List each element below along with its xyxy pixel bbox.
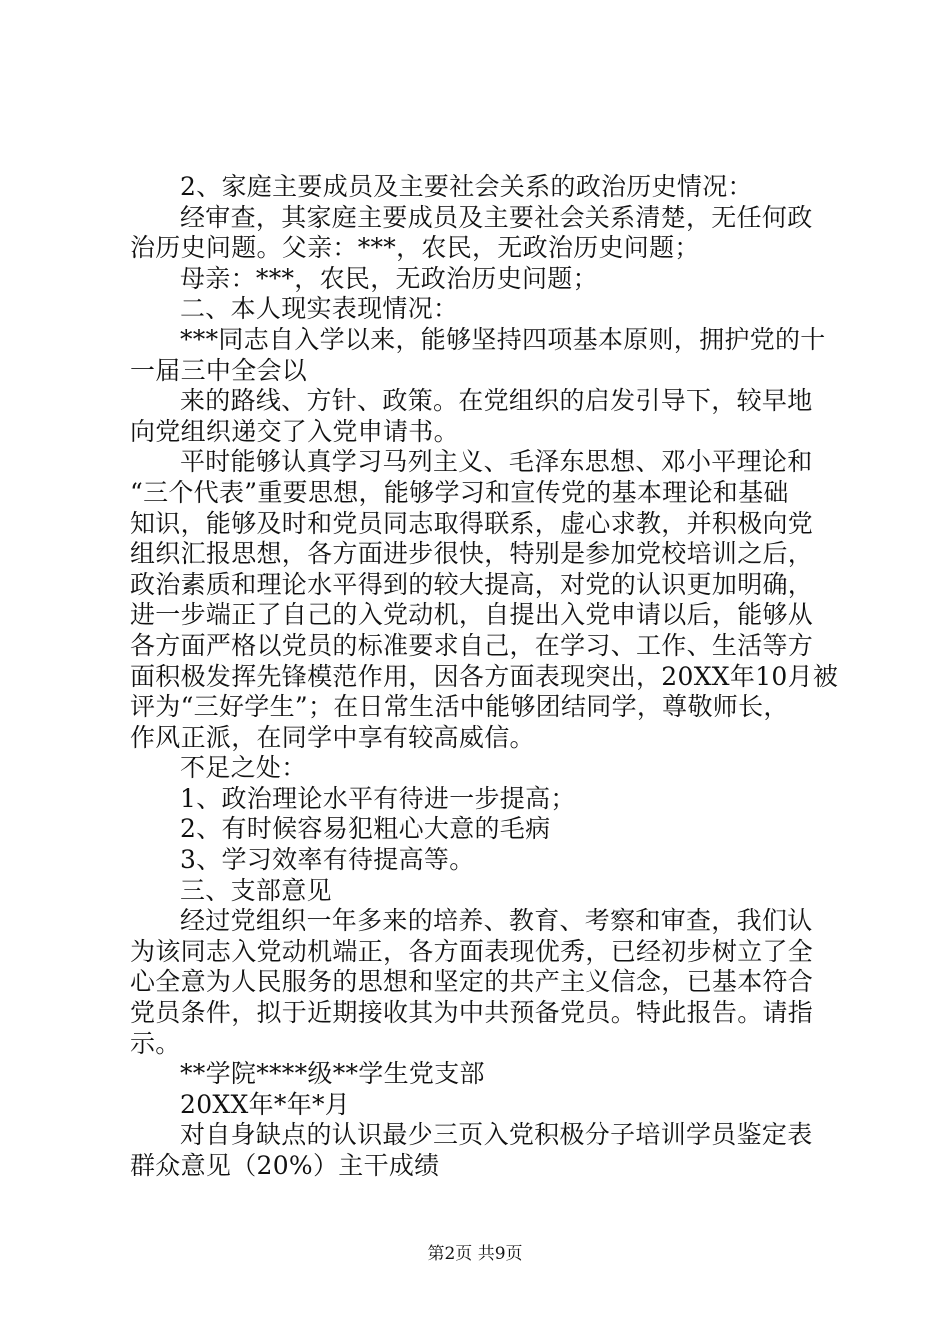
- text-line: ***同志自入学以来，能够坚持四项基本原则，拥护党的十: [180, 324, 826, 354]
- text-line: 群众意见（20%）主干成绩: [130, 1151, 440, 1180]
- text-line: 向党组织递交了入党申请书。: [130, 416, 459, 446]
- text-line: 对自身缺点的认识最少三页入党积极分子培训学员鉴定表: [180, 1120, 813, 1150]
- text-line: 平时能够认真学习马列主义、毛泽东思想、邓小平理论和: [180, 447, 813, 477]
- text-line: 组织汇报思想，各方面进步很快，特别是参加党校培训之后，: [130, 539, 814, 569]
- text-line: 二、本人现实表现情况：: [180, 294, 459, 324]
- text-line: 面积极发挥先锋模范作用，因各方面表现突出，20XX年10月被: [130, 661, 839, 691]
- text-line: 一届三中全会以: [130, 355, 308, 385]
- text-line: 经审查，其家庭主要成员及主要社会关系清楚，无任何政: [180, 202, 813, 232]
- text-line: 政治素质和理论水平得到的较大提高，对党的认识更加明确，: [130, 569, 814, 599]
- text-line: 1、政治理论水平有待进一步提高；: [180, 783, 576, 813]
- text-line: 3、学习效率有待提高等。: [180, 845, 475, 875]
- text-line: 进一步端正了自己的入党动机，自提出入党申请以后，能够从: [130, 600, 814, 630]
- text-line: 治历史问题。父亲：***，农民，无政治历史问题；: [130, 233, 700, 263]
- text-line: “三个代表”重要思想，能够学习和宣传党的基本理论和基础: [130, 477, 789, 507]
- text-line: 20XX年*年*月: [180, 1089, 351, 1119]
- text-line: 各方面严格以党员的标准要求自己，在学习、工作、生活等方: [130, 630, 814, 660]
- text-line: 三、支部意见: [180, 875, 332, 905]
- text-line: 知识，能够及时和党员同志取得联系，虚心求教，并积极向党: [130, 508, 814, 538]
- text-line: 心全意为人民服务的思想和坚定的共产主义信念，已基本符合: [130, 967, 814, 997]
- text-line: 来的路线、方针、政策。在党组织的启发引导下，较早地: [180, 386, 813, 416]
- text-line: 为该同志入党动机端正，各方面表现优秀，已经初步树立了全: [130, 936, 814, 966]
- text-line: **学院****级**学生党支部: [180, 1059, 485, 1089]
- text-line: 示。: [130, 1028, 181, 1058]
- text-line: 2、家庭主要成员及主要社会关系的政治历史情况：: [180, 172, 753, 201]
- document-body: [130, 172, 839, 1182]
- text-line: 作风正派，在同学中享有较高威信。: [130, 722, 535, 752]
- page-footer: 第2页 共9页: [427, 1244, 523, 1264]
- text-line: 母亲：***，农民，无政治历史问题；: [180, 263, 598, 293]
- text-line: 不足之处：: [180, 753, 307, 783]
- text-line: 经过党组织一年多来的培养、教育、考察和审查，我们认: [180, 906, 813, 936]
- text-line: 党员条件，拟于近期接收其为中共预备党员。特此报告。请指: [130, 998, 814, 1028]
- text-line: 2、有时候容易犯粗心大意的毛病: [180, 814, 551, 844]
- text-line: 评为“三好学生”；在日常生活中能够团结同学，尊敬师长，: [130, 692, 789, 722]
